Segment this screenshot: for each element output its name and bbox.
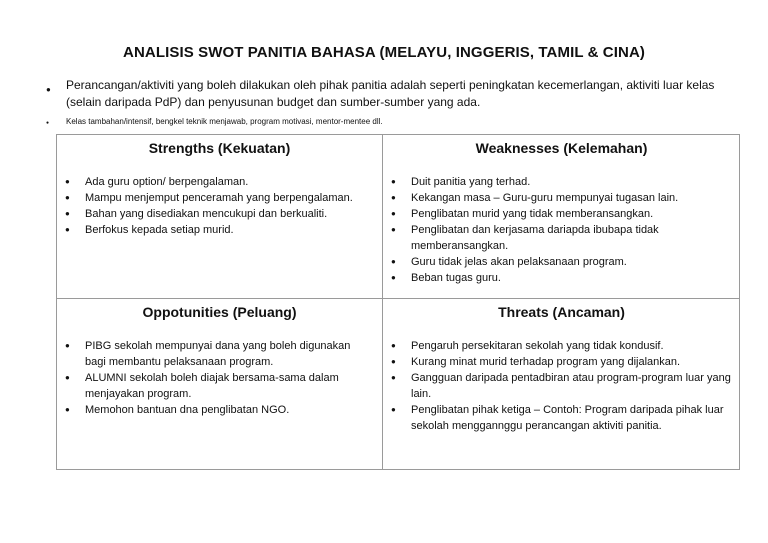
list-item: ● Beban tugas guru.	[391, 270, 732, 286]
intro-item-main: ● Perancangan/aktiviti yang boleh dilakukan oleh pihak panitia adalah seperti peningkatan kecemerlangan, aktiviti luar kelas (selain daripada PdP) dan penyusunan budget dan sumber-sumber yang ada.	[46, 77, 736, 111]
list-item: ● Pengaruh persekitaran sekolah yang tidak kondusif.	[391, 338, 732, 354]
list-item: ● Penglibatan murid yang tidak memberansangkan.	[391, 206, 732, 222]
list-item: ● Gangguan daripada pentadbiran atau program-program luar yang lain.	[391, 370, 732, 402]
list-item: ● ALUMNI sekolah boleh diajak bersama-sama dalam menjayakan program.	[65, 370, 374, 402]
threats-cell	[383, 299, 740, 470]
weaknesses-list	[391, 174, 732, 286]
strengths-title: Strengths (Kekuatan)	[148, 140, 291, 156]
strengths-list	[65, 174, 374, 238]
threats-list	[391, 338, 732, 434]
list-item: ● PIBG sekolah mempunyai dana yang boleh digunakan bagi membantu pelaksanaan program.	[65, 338, 374, 370]
list-item: ● Guru tidak jelas akan pelaksanaan program.	[391, 254, 732, 270]
list-item: ● Duit panitia yang terhad.	[391, 174, 732, 190]
threats-title: Threats (Ancaman)	[498, 304, 625, 320]
weaknesses-title: Weaknesses (Kelemahan)	[475, 140, 648, 156]
list-item: ● Penglibatan dan kerjasama dariapda ibubapa tidak memberansangkan.	[391, 222, 732, 254]
list-item: ● Mampu menjemput penceramah yang berpengalaman.	[65, 190, 374, 206]
list-item: ● Berfokus kepada setiap murid.	[65, 222, 374, 238]
opportunities-list	[65, 338, 374, 418]
opportunities-title: Oppotunities (Peluang)	[142, 304, 297, 320]
intro-item-sub: ● Kelas tambahan/intensif, bengkel teknik menjawab, program motivasi, mentor-mentee dll.	[46, 116, 736, 127]
weaknesses-cell	[383, 135, 740, 299]
list-item: ● Kekangan masa – Guru-guru mempunyai tugasan lain.	[391, 190, 732, 206]
list-item: ● Bahan yang disediakan mencukupi dan berkualiti.	[65, 206, 374, 222]
list-item: ● Kurang minat murid terhadap program yang dijalankan.	[391, 354, 732, 370]
swot-table	[56, 134, 740, 470]
intro-list	[46, 77, 736, 127]
opportunities-cell	[57, 299, 383, 470]
page-title: ANALISIS SWOT PANITIA BAHASA (MELAYU, INGGERIS, TAMIL & CINA)	[123, 44, 645, 61]
list-item: ● Ada guru option/ berpengalaman.	[65, 174, 374, 190]
strengths-cell	[57, 135, 383, 299]
list-item: ● Penglibatan pihak ketiga – Contoh: Program daripada pihak luar sekolah menggannggu perancangan aktiviti panitia.	[391, 402, 732, 434]
list-item: ● Memohon bantuan dna penglibatan NGO.	[65, 402, 374, 418]
